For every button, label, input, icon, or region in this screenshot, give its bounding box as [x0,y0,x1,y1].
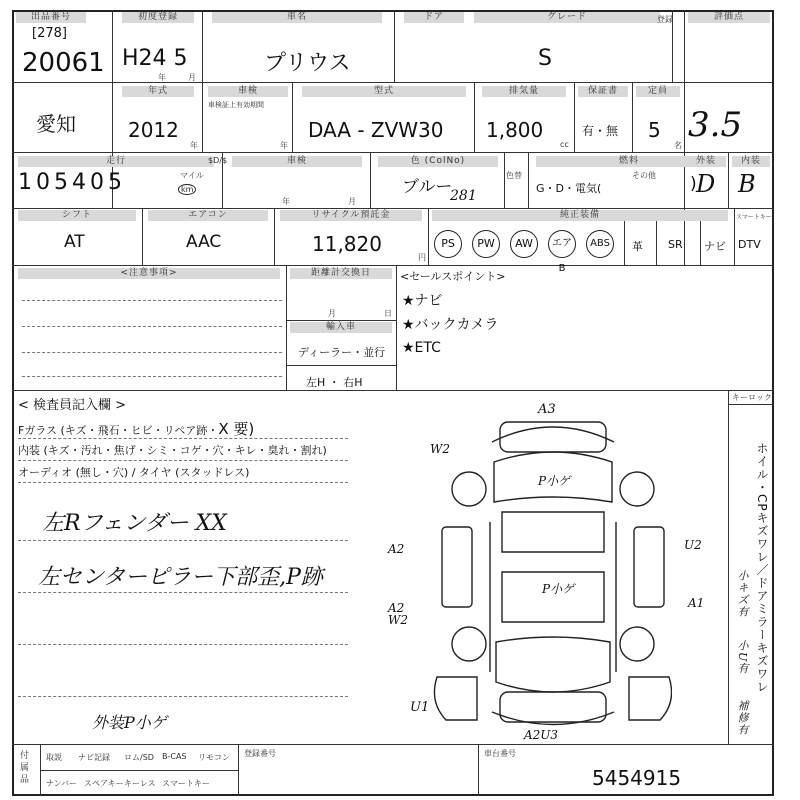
mileage-digit: 5 [54,170,72,195]
auction-sheet [12,10,774,796]
handle-value: 左H ・ 右H [306,376,363,389]
side-note-scratch: 小キズ有 [736,570,749,618]
exterior-value: D [696,170,716,198]
recycle-unit: 円 [418,253,426,262]
accessory-item: 取説 [46,753,62,762]
sd-label: $D/$ [208,156,228,165]
mileage-value [18,170,126,195]
displacement-label: 排気量 [482,86,566,97]
inspector-line-3: オーディオ (無し・穴) / タイヤ (スタッドレス) [18,466,250,479]
equip-dtv: DTV [738,238,761,251]
warranty-value: 有・無 [582,124,619,138]
model-value: DAA - ZVW30 [308,118,444,142]
equip-sr: SR [668,238,683,251]
lot-number: 20061 [22,48,105,78]
chassis-number: 5454915 [592,766,682,790]
accessory-item: ロム/SD [124,753,154,762]
car-damage-diagram [432,402,672,742]
mileage-unit-top: マイル [180,171,204,180]
mileage-digit: 5 [108,170,126,195]
exterior-label: 外装 [686,156,726,167]
mark-a3: A3 [538,402,556,417]
mark-pcenter: P小ゲ [542,582,575,596]
fuel-other: その他 [632,171,656,180]
model-year-value: 2012 [128,118,179,142]
registration-label: 登録 [657,15,673,24]
accessory-item: ナンバー [46,779,78,788]
shift-label: シフト [18,210,136,221]
equip-abs: ABS [586,230,614,258]
import-label: 輸入車 [290,322,392,333]
inspector-line-2: 内装 (キズ・汚れ・焦げ・シミ・コゲ・穴・キレ・臭れ・割れ) [18,444,327,457]
color-value: ブルー [402,177,453,197]
mark-a2w2: A2 W2 [388,601,408,627]
accessory-item: スペアキー [84,779,124,788]
handwritten-note: 左Rフェンダー XX [42,511,227,536]
model-year-label: 年式 [122,86,194,97]
warranty-label: 保証書 [578,86,628,97]
vin-period-label: 車検 [232,156,362,167]
mileage-digit: 4 [72,170,90,195]
region-value: 愛知 [36,112,76,136]
import-value: ディーラー・並行 [298,346,386,359]
mark-a2u3: A2U3 [524,728,559,742]
mark-u1: U1 [410,700,430,715]
first-reg-year-unit: 年 [158,73,166,82]
fuel-label: 燃料 [536,156,722,167]
inspector-line-suffix: X 要) [218,420,255,438]
mark-a2-left: A2 [388,542,405,556]
interior-value: B [738,170,756,198]
color-label: 色 (ColNo) [378,156,498,167]
odometer-day: 日 [384,309,392,318]
vin-period-year: 年 [282,197,290,206]
odometer-change-label: 距離計交換日 [290,268,392,279]
mileage-digit: 0 [36,170,54,195]
equip-ps: PS [434,230,462,258]
displacement-unit: cc [560,140,569,149]
equipment-label: 純正装備 [432,210,728,221]
equip-airbag: エアB [548,230,576,258]
score-label: 評価点 [688,12,770,23]
displacement-value: 1,800 [486,118,544,142]
grade-value: S [538,46,552,71]
inspector-line-text: Fガラス (キズ・飛石・ヒビ・リペア跡・ [18,424,219,437]
sales-points-label: <セールスポイント> [400,270,506,283]
mark-u2: U2 [684,538,702,552]
equip-navi: ナビ [704,240,726,253]
accessory-item: スマートキー [162,779,210,788]
shift-value: AT [64,232,85,252]
mark-a1: A1 [688,596,705,610]
aircon-value: AAC [186,232,222,252]
key-lock-label: キーロック [732,393,772,402]
recycle-label: リサイクル預託金 [280,210,422,221]
lot-label: 出品番号 [16,12,86,23]
sales-point-item: ★バックカメラ [402,317,499,333]
grade-label: グレード [474,12,660,23]
equip-pw: PW [472,230,500,258]
car-name-value: プリウス [264,51,351,76]
inspector-line-1 [18,418,254,439]
accessory-item: リモコン [198,753,230,762]
capacity-label: 定員 [636,86,680,97]
door-label: ドア [404,12,464,23]
vehicle-inspection-note: 車検証上有効期間 [208,101,264,109]
capacity-value: 5 [648,118,661,142]
side-note-dent: 小U有 [736,640,749,675]
accessory-item: B-CAS [162,752,187,761]
first-reg-value: H24 5 [122,46,188,71]
vehicle-inspection-year-unit: 年 [280,141,288,150]
mileage-digit: 1 [18,170,36,195]
handwritten-note: 外装P小ゲ [92,713,167,732]
vehicle-inspection-label: 車検 [208,86,288,97]
mileage-label: 走行 [18,156,214,167]
aircon-label: エアコン [148,210,268,221]
mark-w2: W2 [430,442,450,456]
vin-period-month: 月 [348,197,356,206]
color-code: 281 [450,188,477,204]
first-reg-label: 初度登録 [122,12,194,23]
accessory-item: キーレス [124,779,156,788]
accessory-item: ナビ記録 [78,753,110,762]
accessories-label: 付属品 [20,751,30,785]
mileage-unit-bottom: km [178,184,196,195]
equip-aw: AW [510,230,538,258]
first-reg-month-unit: 月 [188,73,196,82]
interior-label: 内装 [732,156,770,167]
notes-label: <注意事項> [18,268,280,279]
car-name-label: 車名 [212,12,382,23]
handwritten-note: 左センターピラー下部歪,P跡 [38,565,323,590]
score-value: 3.5 [688,105,743,145]
fuel-close: ) [690,174,697,194]
recycle-value: 11,820 [312,232,382,256]
mileage-digit: 0 [90,170,108,195]
reg-number-label: 登録番号 [244,749,276,758]
smart-key-label: スマートキー [736,214,772,221]
sales-point-item: ★ETC [402,340,441,356]
lot-code: [278] [32,26,67,41]
model-label: 型式 [302,86,466,97]
sales-point-item: ★ナビ [402,293,443,309]
mark-pmid: P小ゲ [538,474,571,488]
color-change-label: 色替 [506,171,522,180]
inspector-label: < 検査員記入欄 > [18,398,127,413]
chassis-label: 車台番号 [484,749,516,758]
side-note-repair: 補修有 [736,700,749,736]
fuel-value: G・D・電気( [536,182,602,195]
equip-leather: 革 [632,240,643,253]
odometer-month: 月 [328,309,336,318]
capacity-unit: 名 [674,141,682,150]
model-year-unit: 年 [190,141,198,150]
side-note-main: ホイル・CPキズワレ／ドアミラーキズワレ [755,442,769,694]
